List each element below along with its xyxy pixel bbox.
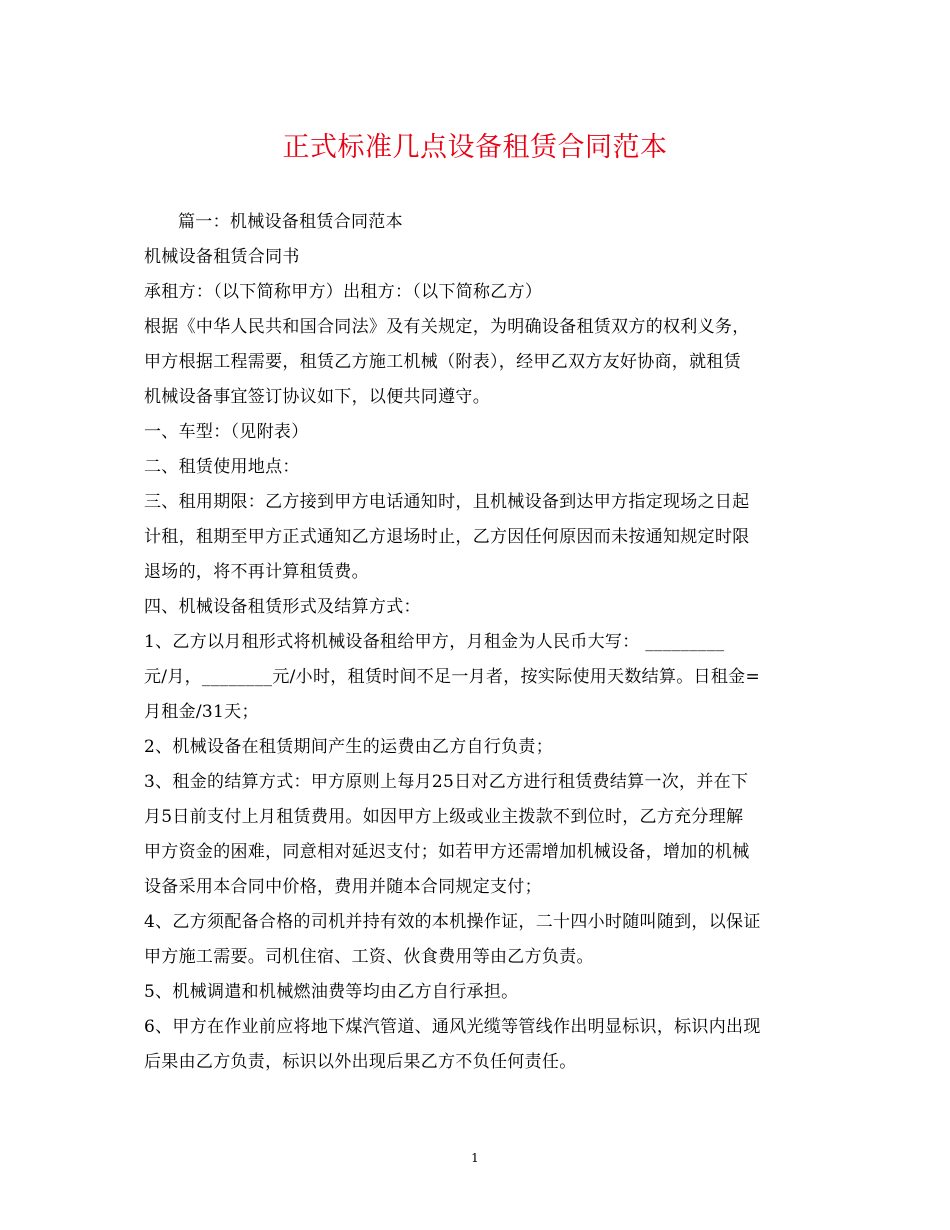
- clause-line: 甲方资金的困难，同意相对延迟支付；如若甲方还需增加机械设备，增加的机械: [144, 842, 750, 862]
- clause-line: 6、甲方在作业前应将地下煤汽管道、通风光缆等管线作出明显标识，标识内出现: [144, 1017, 761, 1037]
- document-body: [144, 205, 804, 1080]
- document-title: 正式标准几点设备租赁合同范本: [282, 132, 668, 163]
- clause-line: 一、车型：（见附表）: [144, 422, 309, 442]
- clause-line: 3、租金的结算方式：甲方原则上每月25日对乙方进行租赁费结算一次，并在下: [144, 772, 749, 792]
- clause-line: 月5日前支付上月租赁费用。如因甲方上级或业主拨款不到位时，乙方充分理解: [144, 807, 744, 827]
- paragraph-line: 甲方根据工程需要，租赁乙方施工机械（附表），经甲乙双方友好协商，就租赁: [144, 352, 741, 372]
- clause-line: 元/月，________元/小时，租赁时间不足一月者，按实际使用天数结算。日租金=: [144, 667, 760, 687]
- contract-name: 机械设备租赁合同书: [144, 247, 300, 267]
- clause-line: 四、机械设备租赁形式及结算方式：: [144, 597, 421, 617]
- clause-line: 设备采用本合同中价格，费用并随本合同规定支付；: [144, 877, 542, 897]
- clause-line: 4、乙方须配备合格的司机并持有效的本机操作证，二十四小时随叫随到，以保证: [144, 912, 761, 932]
- clause-line: 2、机械设备在租赁期间产生的运费由乙方自行负责；: [144, 737, 554, 757]
- clause-line: 月租金/31天；: [144, 702, 259, 722]
- section-heading: 篇一：机械设备租赁合同范本: [178, 212, 403, 232]
- clause-line: 计租，租期至甲方正式通知乙方退场时止，乙方因任何原因而未按通知规定时限: [144, 527, 750, 547]
- parties-line: 承租方：（以下简称甲方）出租方：（以下简称乙方）: [144, 282, 543, 302]
- clause-line: 1、乙方以月租形式将机械设备租给甲方，月租金为人民币大写： _________: [144, 632, 725, 652]
- clause-line: 5、机械调遣和机械燃油费等均由乙方自行承担。: [144, 982, 519, 1002]
- paragraph-line: 机械设备事宜签订协议如下，以便共同遵守。: [144, 387, 490, 407]
- clause-line: 退场的，将不再计算租赁费。: [144, 562, 369, 582]
- clause-line: 甲方施工需要。司机住宿、工资、伙食费用等由乙方负责。: [144, 947, 594, 967]
- clause-line: 后果由乙方负责，标识以外出现后果乙方不负任何责任。: [144, 1052, 577, 1072]
- page-number: 1: [471, 1151, 479, 1165]
- clause-line: 二、租赁使用地点：: [144, 457, 300, 477]
- paragraph-line: 根据《中华人民共和国合同法》及有关规定，为明确设备租赁双方的权利义务，: [144, 317, 750, 337]
- clause-line: 三、租用期限：乙方接到甲方电话通知时，且机械设备到达甲方指定现场之日起: [144, 492, 750, 512]
